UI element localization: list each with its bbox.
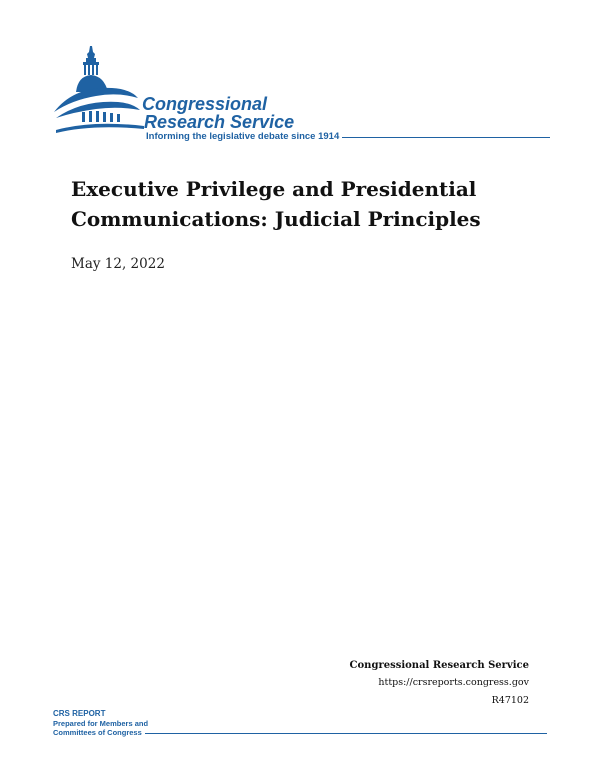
footer-divider <box>145 733 547 734</box>
footer-line1: Prepared for Members and <box>53 719 149 728</box>
footer-line2: Committees of Congress <box>53 728 142 737</box>
report-number: R47102 <box>491 695 529 706</box>
footer <box>53 709 547 737</box>
logo-name-line1: Congressional <box>142 94 268 114</box>
logo-name-line2: Research Service <box>144 112 295 132</box>
capitol-dome-icon <box>52 42 152 142</box>
footer-label: CRS REPORT <box>53 709 106 718</box>
report-date: May 12, 2022 <box>71 256 165 272</box>
crs-logo <box>50 42 550 148</box>
report-title: Executive Privilege and Presidential Communications: Judicial Principles <box>71 177 481 231</box>
publisher-name: Congressional Research Service <box>349 660 529 671</box>
tagline-divider <box>342 137 550 138</box>
logo-tagline-row <box>146 129 550 143</box>
logo-tagline: Informing the legislative debate since 1914 <box>146 130 340 142</box>
publisher-block <box>350 658 529 710</box>
footer-line2-row <box>53 728 547 737</box>
publisher-url: https://crsreports.congress.gov <box>378 677 529 688</box>
